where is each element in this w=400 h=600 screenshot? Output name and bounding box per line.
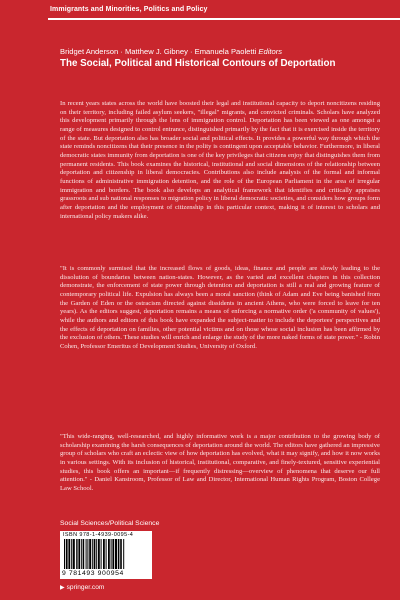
barcode-bar [115, 539, 117, 569]
barcode-bars [63, 539, 149, 569]
isbn-label: ISBN 978-1-4939-0095-4 [63, 532, 134, 538]
barcode-bar [111, 539, 112, 569]
barcode-bar [66, 539, 68, 569]
barcode-bar [101, 539, 102, 569]
editor-names: Bridget Anderson · Matthew J. Gibney · Emanuela Paoletti [60, 47, 257, 56]
barcode-digits: 9 781493 900954 [62, 570, 124, 577]
barcode-bar [103, 539, 105, 569]
barcode-bar [78, 539, 80, 569]
barcode-bar [71, 539, 72, 569]
barcode-bar [123, 539, 124, 569]
barcode-bar [81, 539, 82, 569]
website-label: springer.com [66, 584, 105, 591]
barcode-bar [92, 539, 93, 569]
barcode-bar [96, 539, 97, 569]
barcode-bar [94, 539, 96, 569]
barcode-bar [98, 539, 100, 569]
description-paragraph: In recent years states across the world have boosted their legal and institutional capacity to deport noncitizens residing on their territory, including failed asylum seekers, "illegal" migrants, and convicted criminals. Scholars have analyzed this development primarily through the lens of immigration control. Deportation has been viewed as one amongst a range of measures designed to control entrance, distinguished primarily by the fact that it is exercised inside the territory of the state. But deportation also has broader social and political effects. It provides a powerful way through which the state reminds noncitizens that their presence in the polity is contingent upon acceptable behavior. Furthermore, in liberal democratic states immunity from deportation is one of the key privileges that citizens enjoy that distinguishes them from permanent residents. This book examines the historical, institutional and social dimensions of the relationship between deportation and citizenship in liberal democracies. Contributions also include analysis of the formal and informal functions of administrative immigration detention, and the role of the European Parliament in the area of irregular immigration and borders. The book also develops an analytical framework that identifies and critically appraises grassroots and sub national responses to migration policy in liberal democratic societies, and considers how groups form after deportation and the employment of citizenship in this particular context, making it of interest to scholars and international policy makers alike. [60, 100, 380, 220]
barcode-bar [108, 539, 110, 569]
barcode-bar [86, 539, 87, 569]
editors-role: Editors [258, 47, 283, 56]
header-rule [48, 18, 400, 20]
publisher-website [60, 584, 104, 591]
barcode-bar [106, 539, 107, 569]
barcode-bar [68, 539, 70, 569]
isbn-barcode [60, 531, 152, 579]
barcode-bar [118, 539, 119, 569]
barcode-bar [76, 539, 77, 569]
barcode-bar [83, 539, 85, 569]
arrow-icon: ▶ [60, 585, 65, 591]
barcode-bar [73, 539, 75, 569]
book-title: The Social, Political and Historical Contours of Deportation [60, 58, 336, 69]
barcode-bar [120, 539, 122, 569]
review-quote-cohen: "It is commonly surmised that the increased flows of goods, ideas, finance and people are slowly leading to the dissolution of boundaries between nation-states. However, as the varied and excellent chapters in this collection demonstrate, the enforcement of state power through detention and deportation is still a real and growing feature of contemporary political life. Expulsion has always been a moral sanction (think of Adam and Eve being banished from the Garden of Eden or the ostracism directed against dissidents in ancient Athens, who were forced to leave for ten years). As the editors suggest, deportation remains a means of enforcing a normative order ('a community of values'), while the authors and editors of this book have expanded the subject-matter to include the deportees' perspectives and the effects of deportation on families, other potential victims and on those whose social inclusion has been affirmed by the exclusion of others. These studies will enrich and enlarge the study of the more naked forms of state power." - Robin Cohen, Professor Emeritus of Development Studies, University of Oxford. [60, 265, 380, 350]
editors-line [60, 47, 390, 56]
subject-category: Social Sciences/Political Science [60, 520, 160, 527]
review-quote-kanstroom: "This wide-ranging, well-researched, and highly informative work is a major contribution to the growing body of scholarship examining the harsh consequences of deportation around the world. The editors have gathered an impressive group of scholars who craft an eclectic view of how deportation has evolved, what it may signify, and how it now works in various settings. With its inclusion of historical, institutional, comparative, and finely-textured, sensitive experiential studies, this book offers an important—if frequently distressing—overview of phenomena that deserve our full attention." - Daniel Kanstroom, Professor of Law and Director, International Human Rights Program, Boston College Law School. [60, 433, 380, 492]
barcode-bar [112, 539, 114, 569]
barcode-bar [64, 539, 65, 569]
barcode-bar [89, 539, 91, 569]
series-title: Immigrants and Minorities, Politics and Policy [50, 6, 208, 13]
barcode-bar [87, 539, 88, 569]
